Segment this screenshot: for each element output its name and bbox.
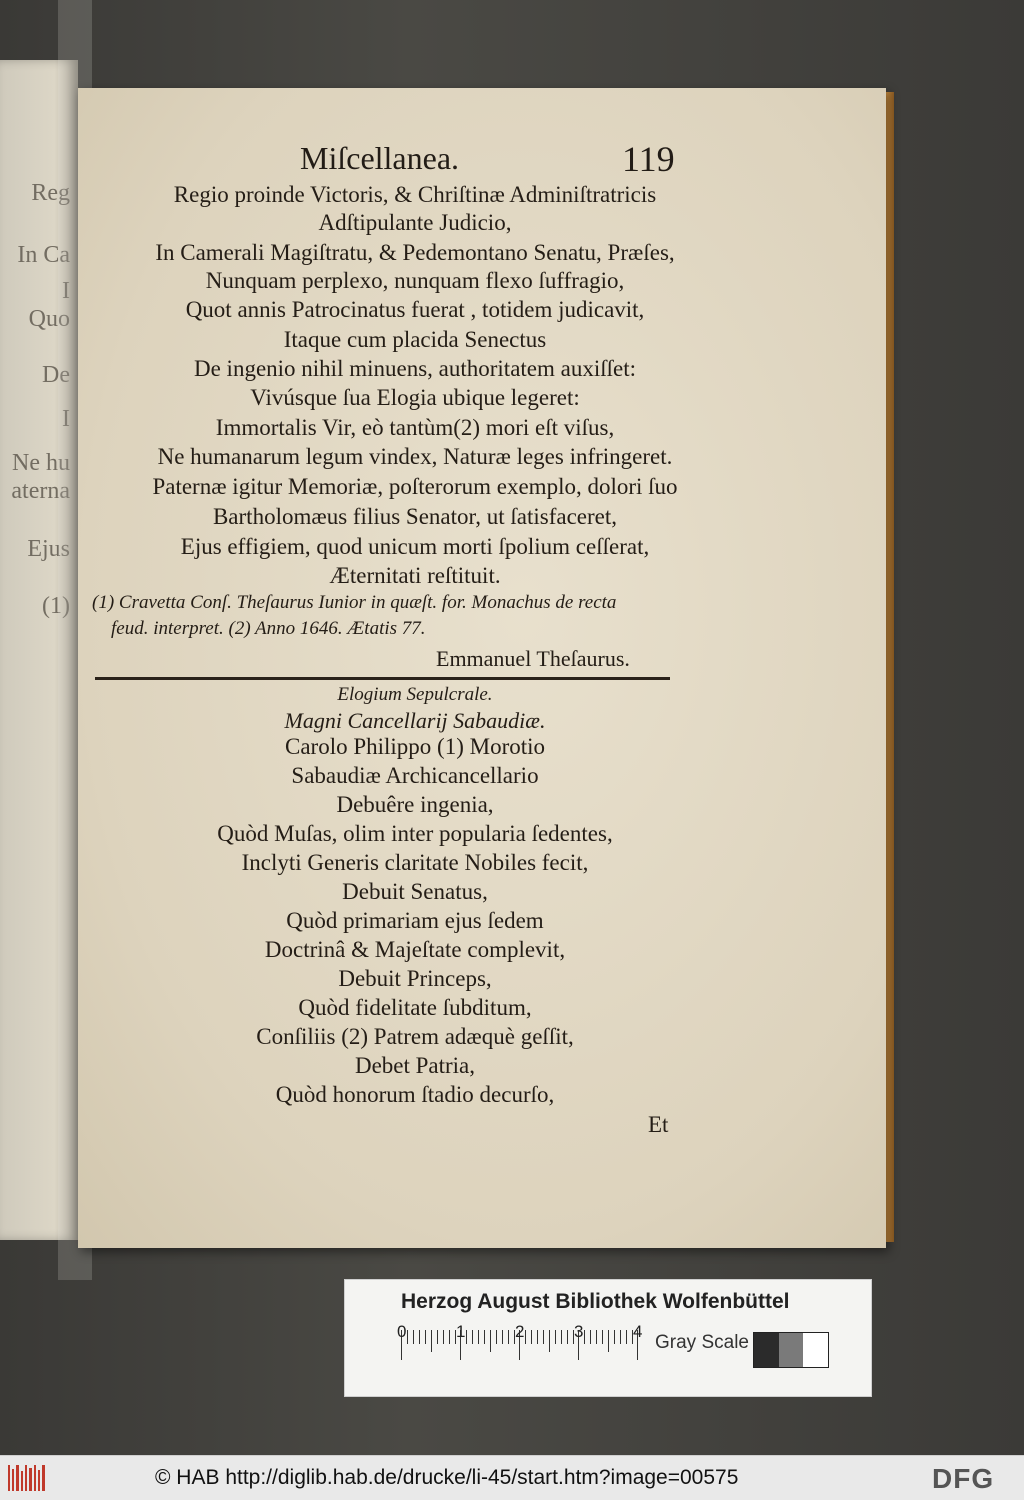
text-line: Quòd fidelitate ſubditum,: [298, 995, 532, 1020]
facing-page-text: (1): [42, 593, 70, 619]
ruler-tick: [472, 1330, 473, 1344]
ruler-tick: [449, 1330, 450, 1344]
ruler-tick: [525, 1330, 526, 1344]
text-line: Debet Patria,: [354, 1053, 476, 1078]
text-line: Quot annis Patrocinatus fuerat , totidem judicavit,: [185, 297, 645, 322]
ruler-tick: [537, 1330, 538, 1344]
ruler-tick: [567, 1330, 568, 1344]
ruler-tick: [431, 1330, 432, 1352]
text-line: In Camerali Magiſtratu, & Pedemontano Senatu, Præſes,: [155, 240, 675, 265]
ruler-tick: [608, 1330, 609, 1352]
ruler-tick: [543, 1330, 544, 1344]
section-subheading: Magni Cancellarij Sabaudiæ.: [284, 708, 546, 733]
ruler-tick: [466, 1330, 467, 1344]
ruler-tick: [484, 1330, 485, 1344]
catch-word: Et: [648, 1112, 669, 1137]
ruler-number: 4: [633, 1322, 643, 1341]
library-color-target: [344, 1279, 872, 1397]
text-line: Quòd primariam ejus ſedem: [286, 908, 544, 933]
copyright-link[interactable]: © HAB http://diglib.hab.de/drucke/li-45/start.htm?image=00575: [155, 1466, 739, 1489]
ruler-tick: [549, 1330, 550, 1352]
ruler-tick: [502, 1330, 503, 1344]
ruler-tick: [425, 1330, 426, 1344]
ruler-tick: [614, 1330, 615, 1344]
text-line: Regio proinde Victoris, & Chriſtinæ Adminiſtratricis: [173, 182, 657, 207]
ruler-tick: [419, 1330, 420, 1344]
footnote-line: feud. interpret. (2) Anno 1646. Ætatis 77.: [111, 618, 426, 639]
ruler-tick: [407, 1330, 408, 1344]
text-line: Conſiliis (2) Patrem adæquè geſſit,: [256, 1024, 574, 1049]
ruler-number: 1: [456, 1322, 466, 1341]
facing-page-text: Ejus: [27, 536, 70, 562]
ruler-tick: [561, 1330, 562, 1344]
text-line: Adſtipulante Judicio,: [318, 210, 512, 235]
facing-page-text: Reg: [31, 180, 70, 206]
swatch-mid: [779, 1333, 804, 1367]
facing-page-text: De: [42, 362, 70, 388]
swatch-dark: [754, 1333, 779, 1367]
text-line: De ingenio nihil minuens, authoritatem auxiſſet:: [193, 356, 637, 381]
text-line: Quòd Muſas, olim inter popularia ſedentes,: [217, 821, 613, 846]
gray-scale-swatches: [753, 1332, 829, 1368]
text-line: Doctrinâ & Majeſtate complevit,: [264, 937, 566, 962]
text-line: Bartholomæus filius Senator, ut ſatisfaceret,: [212, 504, 618, 529]
text-line: Paternæ igitur Memoriæ, poſterorum exemplo, dolori ſuo: [152, 474, 678, 499]
ruler-tick: [531, 1330, 532, 1344]
section-heading: Elogium Sepulcrale.: [337, 684, 493, 705]
swatch-light: [803, 1333, 828, 1367]
ruler-tick: [443, 1330, 444, 1344]
footnote-line: (1) Cravetta Conſ. Theſaurus Iunior in quæſt. for. Monachus de recta: [92, 592, 617, 613]
facing-page-text: In Ca: [17, 242, 70, 268]
text-line: Ne humanarum legum vindex, Naturæ leges infringeret.: [157, 444, 673, 469]
facing-page-text: Quo: [28, 306, 70, 332]
text-line: Itaque cum placida Senectus: [283, 327, 547, 352]
text-line: Nunquam perplexo, nunquam flexo ſuffragio,: [205, 268, 625, 293]
ruler-tick: [555, 1330, 556, 1344]
text-line: Debuit Princeps,: [338, 966, 492, 991]
facing-page-text: aterna: [11, 478, 70, 504]
dfg-logo: DFG: [932, 1463, 995, 1494]
text-line: Sabaudiæ Archicancellario: [291, 763, 539, 788]
text-line: Debuêre ingenia,: [336, 792, 494, 817]
text-line: Carolo Philippo (1) Morotio: [284, 734, 546, 759]
ruler-tick: [437, 1330, 438, 1344]
text-line: Inclyti Generis claritate Nobiles fecit,: [241, 850, 589, 875]
ruler-tick: [590, 1330, 591, 1344]
text-line: Ejus effigiem, quod unicum morti ſpolium ceſſerat,: [180, 534, 650, 559]
ruler-tick: [508, 1330, 509, 1344]
signature: Emmanuel Theſaurus.: [436, 646, 630, 671]
ruler-tick: [496, 1330, 497, 1344]
library-name: Herzog August Bibliothek Wolfenbüttel: [401, 1290, 790, 1313]
ruler-tick: [596, 1330, 597, 1344]
divider-rule: [95, 677, 670, 680]
ruler-number: 3: [574, 1322, 584, 1341]
ruler-number: 2: [515, 1322, 525, 1341]
text-line: Quòd honorum ſtadio decurſo,: [275, 1082, 555, 1107]
ruler-tick: [490, 1330, 491, 1352]
ruler-tick: [413, 1330, 414, 1344]
ruler-tick: [478, 1330, 479, 1344]
page-number: 119: [622, 139, 675, 179]
text-line: Immortalis Vir, eò tantùm(2) mori eſt viſus,: [215, 415, 615, 440]
barcode-icon: [8, 1465, 48, 1491]
ruler-tick: [584, 1330, 585, 1344]
ruler-tick: [626, 1330, 627, 1344]
text-line: Debuit Senatus,: [342, 879, 488, 904]
ruler-number: 0: [397, 1322, 407, 1341]
facing-page-text: I: [62, 278, 70, 304]
facing-page-text: Ne hu: [12, 450, 70, 476]
gray-scale-label: Gray Scale: [655, 1332, 749, 1353]
ruler-tick: [602, 1330, 603, 1344]
running-head: Miſcellanea.: [300, 140, 460, 176]
facing-page-text: I: [62, 406, 70, 432]
footer-bar: [0, 1455, 1024, 1500]
text-line: Vivúsque ſua Elogia ubique legeret:: [250, 385, 580, 410]
ruler-tick: [620, 1330, 621, 1344]
text-line: Æternitati reſtituit.: [329, 563, 501, 588]
